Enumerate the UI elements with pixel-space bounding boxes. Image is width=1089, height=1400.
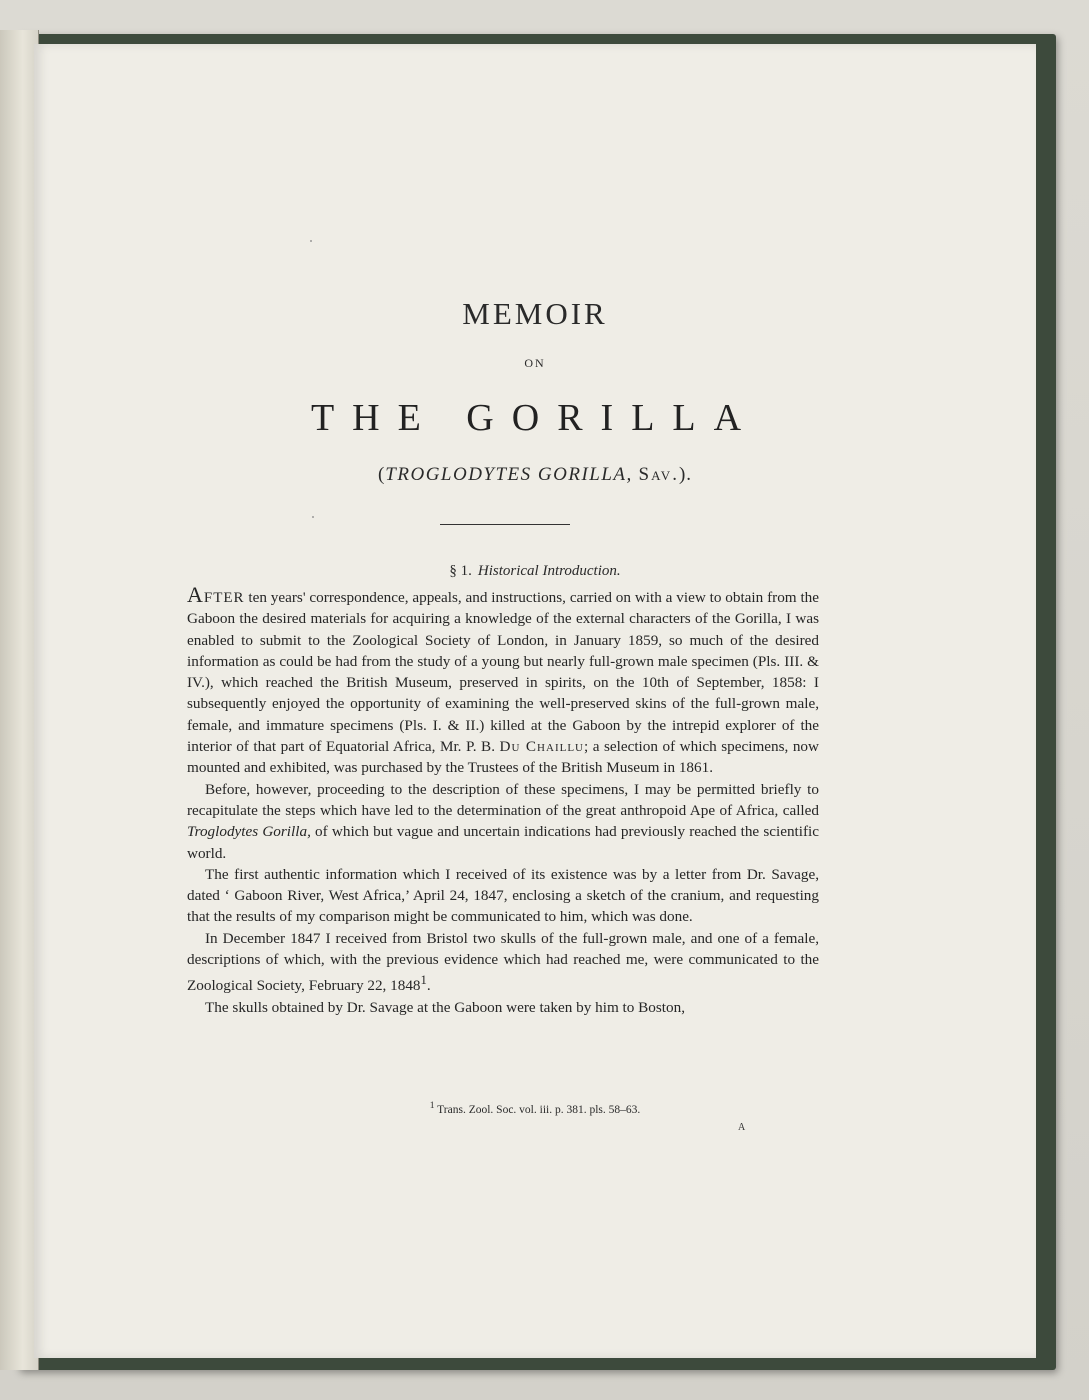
latin-name: TROGLODYTES GORILLA,	[385, 464, 633, 485]
book-page	[34, 44, 1036, 1358]
latin-author: Sav.	[638, 464, 679, 485]
paragraph-2-text-b: of which but vague and uncertain indications had previously reached the scientific world.	[187, 823, 820, 862]
paper-speck	[312, 516, 314, 518]
latin-name-line	[34, 464, 1036, 486]
paragraph-4-text-b: .	[426, 977, 431, 995]
section-number: § 1.	[449, 563, 472, 579]
paragraph-2-text-a: Before, however, proceeding to the description of these specimens, I may be permitted briefly to recapitulate the steps which have led to the determination of the great anthropoid Ape of Africa, called	[187, 780, 819, 819]
species-name: Troglodytes Gorilla,	[187, 823, 311, 841]
page-content	[34, 44, 1036, 1358]
paragraph-2	[187, 779, 819, 864]
memoir-subject: THE GORILLA	[310, 397, 760, 439]
paragraph-1-text-b: ; a selection of which specimens, now mounted and exhibited, was purchased by the Trustees of the British Museum in 1861.	[187, 738, 819, 777]
paragraph-3: The first authentic information which I received of its existence was by a letter from Dr. Savage, dated ‘ Gaboon River, West Africa,’ April 24, 1847, enclosing a sketch of the cranium, and requesting that the results of my comparison might be communicated to him, which was done.	[187, 865, 819, 926]
paragraph-1-text-a: ten years' correspondence, appeals, and instructions, carried on with a view to obtain from the Gaboon the desired materials for acquiring a knowledge of the external characters of the Gorilla, I was enabled to submit to the Zoological Society of London, in January 1859, so much of the desired information as could be had from the study of a young but nearly full-grown male specimen (Pls. III. & IV.), which reached the British Museum, preserved in spirits, on the 10th of September, 1858: I subsequently enjoyed the opportunity of examining the well-preserved skins of the full-grown male, female, and immature specimens (Pls. I. & II.) killed at the Gaboon by the intrepid explorer of the interior of that part of Equatorial Africa, Mr. P. B.	[187, 589, 819, 756]
paper-speck	[310, 240, 312, 242]
memoir-title: MEMOIR	[462, 296, 608, 331]
person-name: Du Chaillu	[499, 738, 584, 756]
title-rule	[440, 524, 570, 525]
footnote-ref: 1	[420, 973, 427, 988]
paragraph-4-text-a: In December 1847 I received from Bristol two skulls of the full-grown male, and one of a female, descriptions of which, with the previous evidence which had reached me, were communicated to the Zoological Society, February 22, 1848	[187, 929, 819, 995]
signature-mark: A	[738, 1122, 746, 1133]
footnote-marker: 1	[429, 1100, 435, 1111]
paragraph-5: The skulls obtained by Dr. Savage at the Gaboon were taken by him to Boston,	[205, 998, 685, 1016]
body-text	[187, 584, 819, 1018]
footnote	[34, 1100, 1036, 1116]
latin-close: ).	[678, 464, 693, 485]
paragraph-1	[187, 584, 819, 779]
latin-open: (	[377, 464, 386, 485]
memoir-on: ON	[524, 356, 546, 370]
drop-cap-word: After	[187, 582, 245, 607]
footnote-text: Trans. Zool. Soc. vol. iii. p. 381. pls. 58–63.	[434, 1103, 641, 1116]
section-heading	[34, 563, 1036, 580]
paragraph-4	[187, 928, 819, 997]
section-title: Historical Introduction.	[477, 563, 621, 579]
